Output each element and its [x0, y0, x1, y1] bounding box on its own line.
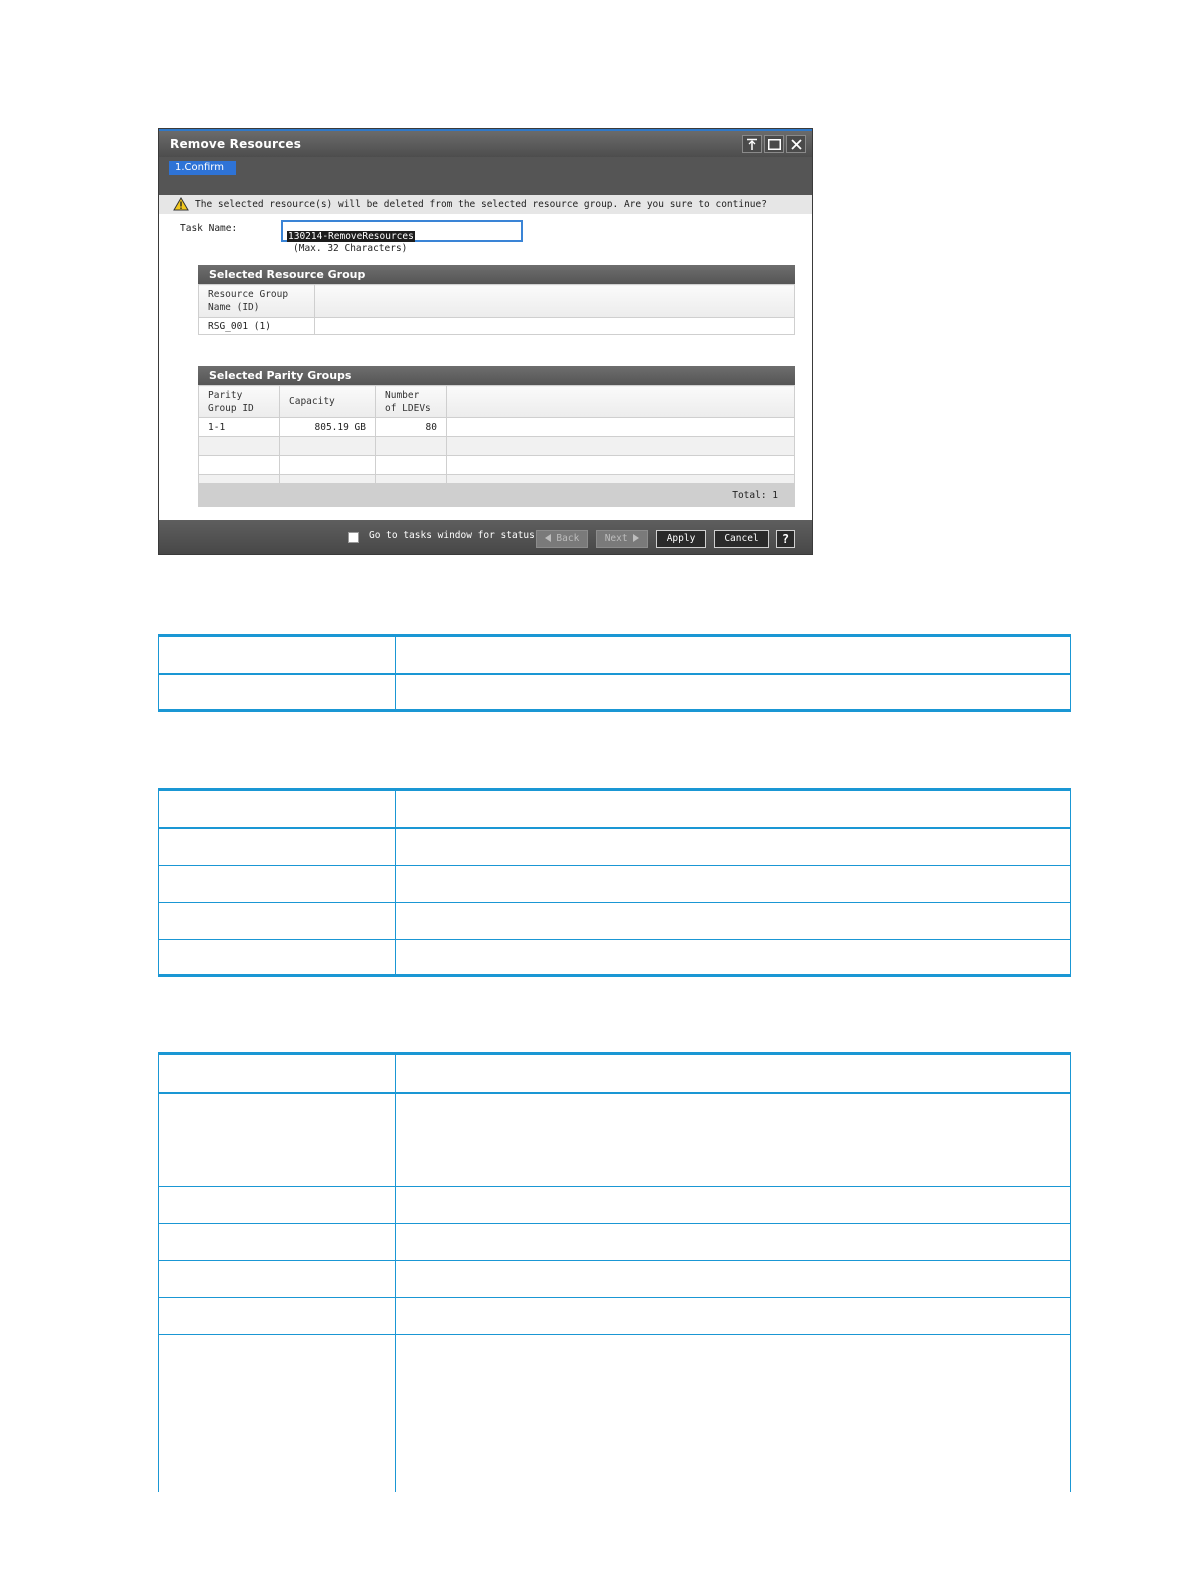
doc-table-row	[159, 866, 1070, 903]
arrow-right-icon	[633, 534, 639, 542]
dialog-title: Remove Resources	[170, 137, 302, 151]
pin-button[interactable]	[742, 135, 762, 153]
step-confirm: 1.Confirm	[169, 161, 236, 175]
doc-table-3	[158, 1052, 1071, 1492]
back-button[interactable]: Back	[536, 530, 588, 548]
selected-parity-groups-panel	[198, 366, 795, 507]
go-to-tasks-checkbox[interactable]	[348, 532, 359, 543]
doc-table-row	[159, 1261, 1070, 1298]
capacity-cell: 805.19 GB	[280, 418, 376, 437]
go-to-tasks-label: Go to tasks window for status	[369, 530, 535, 541]
task-name-label: Task Name:	[180, 223, 238, 234]
dialog-button-bar	[159, 520, 812, 555]
doc-table-row	[159, 1224, 1070, 1261]
task-name-value: 130214-RemoveResources	[288, 231, 414, 242]
empty-row	[199, 437, 795, 456]
doc-table-header-row	[159, 637, 1070, 675]
cancel-button[interactable]: Cancel	[714, 530, 769, 548]
doc-table-row	[159, 1335, 1070, 1492]
column-header-parity-group-id[interactable]: Parity Group ID	[199, 386, 280, 418]
resource-group-cell: RSG_001 (1)	[199, 318, 315, 335]
task-name-hint: (Max. 32 Characters)	[293, 243, 408, 254]
ldevs-cell: 80	[376, 418, 447, 437]
warning-banner	[159, 195, 812, 214]
parity-groups-table	[198, 385, 795, 484]
doc-table-header-row	[159, 791, 1070, 829]
window-controls	[742, 135, 806, 153]
warning-icon	[173, 197, 189, 211]
table-row[interactable]	[199, 318, 795, 335]
next-button[interactable]: Next	[596, 530, 648, 548]
doc-table-1	[158, 634, 1071, 712]
warning-text: The selected resource(s) will be deleted from the selected resource group. Are you sure to continue?	[195, 199, 767, 210]
column-header-number-of-ldevs[interactable]: Number of LDEVs	[376, 386, 447, 418]
column-header-capacity[interactable]: Capacity	[280, 386, 376, 418]
table-total: Total: 1	[198, 484, 795, 507]
doc-table-row	[159, 1187, 1070, 1224]
wizard-step-bar	[159, 157, 812, 195]
doc-table-row	[159, 903, 1070, 940]
selected-resource-group-panel	[198, 265, 795, 335]
doc-table-2	[158, 788, 1071, 977]
title-bar	[159, 129, 812, 157]
table-row[interactable]	[199, 418, 795, 437]
doc-table-row	[159, 675, 1070, 710]
apply-button[interactable]: Apply	[656, 530, 706, 548]
doc-table-row	[159, 1094, 1070, 1187]
parity-group-cell: 1-1	[199, 418, 280, 437]
column-header-resource-group[interactable]: Resource Group Name (ID)	[199, 285, 315, 318]
column-header-empty	[315, 285, 795, 318]
doc-table-row	[159, 829, 1070, 866]
pin-icon	[746, 138, 758, 150]
remove-resources-dialog	[158, 128, 813, 555]
panel-title: Selected Parity Groups	[198, 366, 795, 385]
panel-title: Selected Resource Group	[198, 265, 795, 284]
empty-row	[199, 475, 795, 484]
doc-table-header-row	[159, 1055, 1070, 1094]
arrow-left-icon	[545, 534, 551, 542]
close-button[interactable]	[786, 135, 806, 153]
resource-group-table	[198, 284, 795, 335]
task-name-input[interactable]	[281, 220, 523, 242]
maximize-button[interactable]	[764, 135, 784, 153]
doc-table-row	[159, 1298, 1070, 1335]
empty-row	[199, 456, 795, 475]
close-icon	[791, 139, 802, 150]
maximize-icon	[768, 139, 781, 150]
doc-table-row	[159, 940, 1070, 974]
help-button[interactable]: ?	[776, 530, 795, 548]
